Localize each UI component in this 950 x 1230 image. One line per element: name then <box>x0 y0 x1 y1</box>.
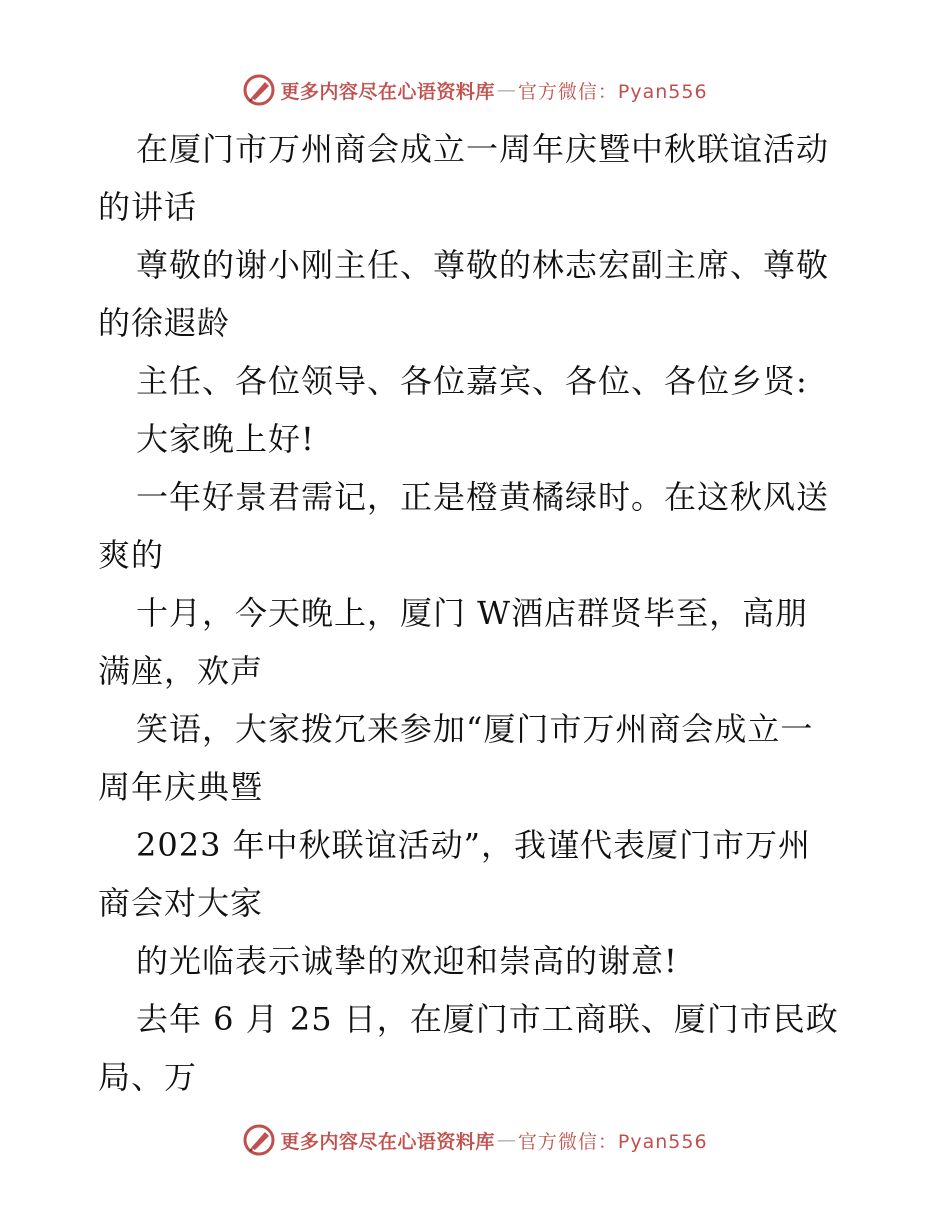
footer-banner-wechat: 官方微信：Pyan556 <box>517 1130 708 1153</box>
paragraph-line: 2023 年中秋联谊活动”，我谨代表厦门市万州 <box>136 826 811 864</box>
footer-banner <box>0 1120 950 1160</box>
paragraph-line: 一年好景君需记，正是橙黄橘绿时。在这秋风送 <box>136 478 830 516</box>
paragraph-line: 爽的 <box>98 536 165 574</box>
footer-banner-text: 更多内容尽在心语资料库 <box>280 1130 495 1153</box>
paragraph-line: 主任、各位领导、各位嘉宾、各位、各位乡贤: <box>136 362 808 400</box>
paragraph-line: 商会对大家 <box>98 884 264 922</box>
paragraph-line: 局、万 <box>98 1058 198 1096</box>
paragraph-line: 尊敬的谢小刚主任、尊敬的林志宏副主席、尊敬 <box>136 246 830 284</box>
header-banner-separator: — <box>496 79 516 101</box>
paragraph-line: 的徐遐龄 <box>98 304 231 342</box>
pen-circle-logo-icon <box>242 73 276 107</box>
pen-circle-logo-icon <box>242 1123 276 1157</box>
paragraph-line: 的讲话 <box>98 188 198 226</box>
paragraph-line: 在厦门市万州商会成立一周年庆暨中秋联谊活动 <box>136 130 830 168</box>
paragraph-line: 十月，今天晚上，厦门 W酒店群贤毕至，高朋 <box>136 594 809 632</box>
paragraph-line: 大家晚上好! <box>136 420 315 458</box>
paragraph-line: 的光临表示诚挚的欢迎和崇高的谢意! <box>136 942 678 980</box>
paragraph-line: 满座，欢声 <box>98 652 264 690</box>
paragraph-line: 去年 6 月 25 日，在厦门市工商联、厦门市民政 <box>136 1000 839 1038</box>
footer-banner-separator: — <box>496 1129 516 1151</box>
paragraph-line: 笑语，大家拨冗来参加“厦门市万州商会成立一 <box>136 710 814 748</box>
document-body <box>98 120 858 1106</box>
header-banner-text: 更多内容尽在心语资料库 <box>280 80 495 103</box>
header-banner-wechat: 官方微信：Pyan556 <box>517 80 708 103</box>
paragraph-line: 周年庆典暨 <box>98 768 264 806</box>
header-banner <box>0 70 950 110</box>
